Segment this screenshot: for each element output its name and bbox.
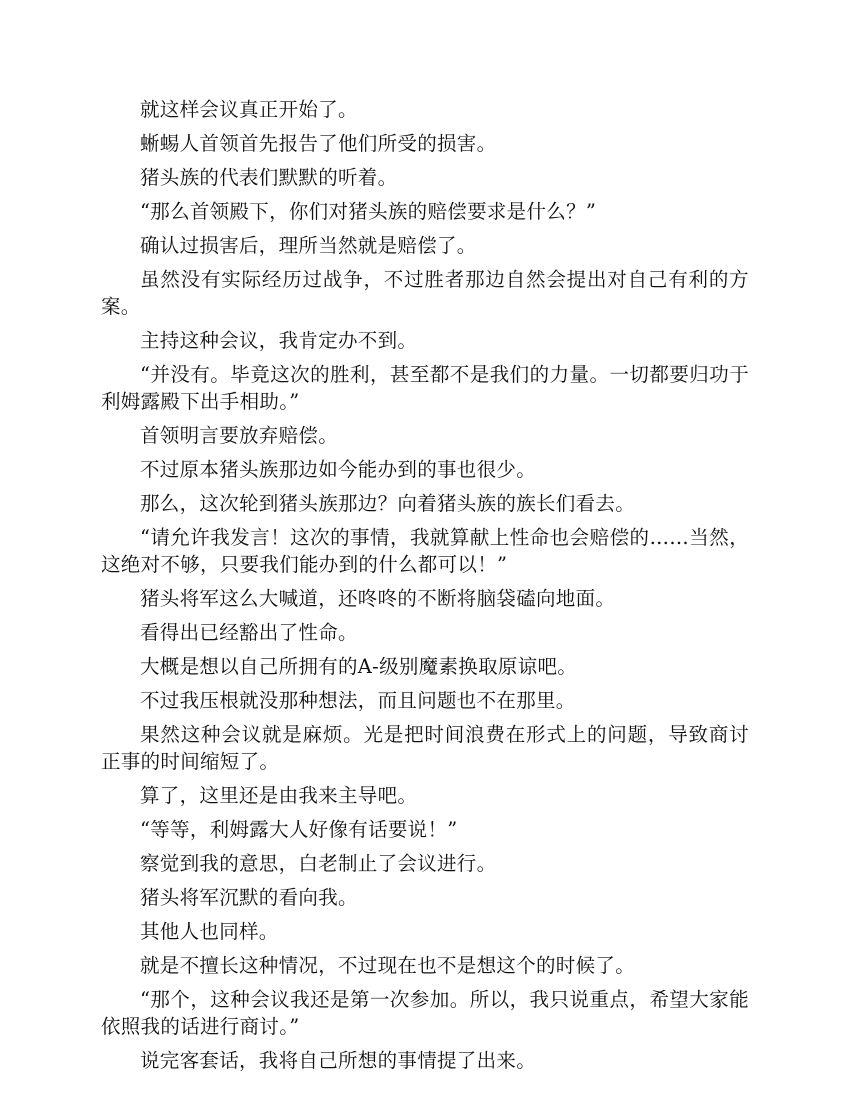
paragraph: 算了，这里还是由我来主导吧。	[140, 784, 418, 807]
paragraph: 首领明言要放弃赔偿。	[140, 424, 339, 447]
paragraph: 就这样会议真正开始了。	[140, 98, 358, 121]
paragraph: “请允许我发言！这次的事情，我就算献上性命也会赔偿的……当然，这绝对不够，只要我们能办到的什么都可以！”	[101, 526, 749, 576]
paragraph: “等等，利姆露大人好像有话要说！”	[140, 818, 458, 841]
paragraph: “那么首领殿下，你们对猪头族的赔偿要求是什么？”	[140, 200, 597, 223]
paragraph: 大概是想以自己所拥有的A-级别魔素换取原谅吧。	[140, 655, 578, 678]
paragraph: “并没有。毕竟这次的胜利，甚至都不是我们的力量。一切都要归功于利姆露殿下出手相助。”	[101, 363, 749, 413]
paragraph: 其他人也同样。	[140, 920, 279, 943]
paragraph: 不过原本猪头族那边如今能办到的事也很少。	[140, 458, 537, 481]
paragraph: 猪头将军这么大喊道，还咚咚的不断将脑袋磕向地面。	[140, 587, 616, 610]
paragraph: 看得出已经豁出了性命。	[140, 621, 358, 644]
paragraph: 那么，这次轮到猪头族那边？向着猪头族的族长们看去。	[140, 492, 636, 515]
paragraph: 不过我压根就没那种想法，而且问题也不在那里。	[140, 689, 576, 712]
paragraph: 虽然没有实际经历过战争，不过胜者那边自然会提出对自己有利的方案。	[101, 268, 749, 318]
paragraph: 主持这种会议，我肯定办不到。	[140, 329, 418, 352]
paragraph: 猪头族的代表们默默的听着。	[140, 166, 398, 189]
paragraph: “那个，这种会议我还是第一次参加。所以，我只说重点，希望大家能依照我的话进行商讨。”	[101, 988, 749, 1038]
paragraph: 蜥蜴人首领首先报告了他们所受的损害。	[140, 132, 497, 155]
paragraph: 猪头将军沉默的看向我。	[140, 886, 358, 909]
paragraph: 说完客套话，我将自己所想的事情提了出来。	[140, 1049, 537, 1072]
paragraph: 果然这种会议就是麻烦。光是把时间浪费在形式上的问题，导致商讨正事的时间缩短了。	[101, 723, 749, 773]
paragraph: 察觉到我的意思，白老制止了会议进行。	[140, 852, 497, 875]
document-body	[101, 96, 749, 1081]
paragraph: 就是不擅长这种情况，不过现在也不是想这个的时候了。	[140, 954, 636, 977]
paragraph: 确认过损害后，理所当然就是赔偿了。	[140, 234, 477, 257]
